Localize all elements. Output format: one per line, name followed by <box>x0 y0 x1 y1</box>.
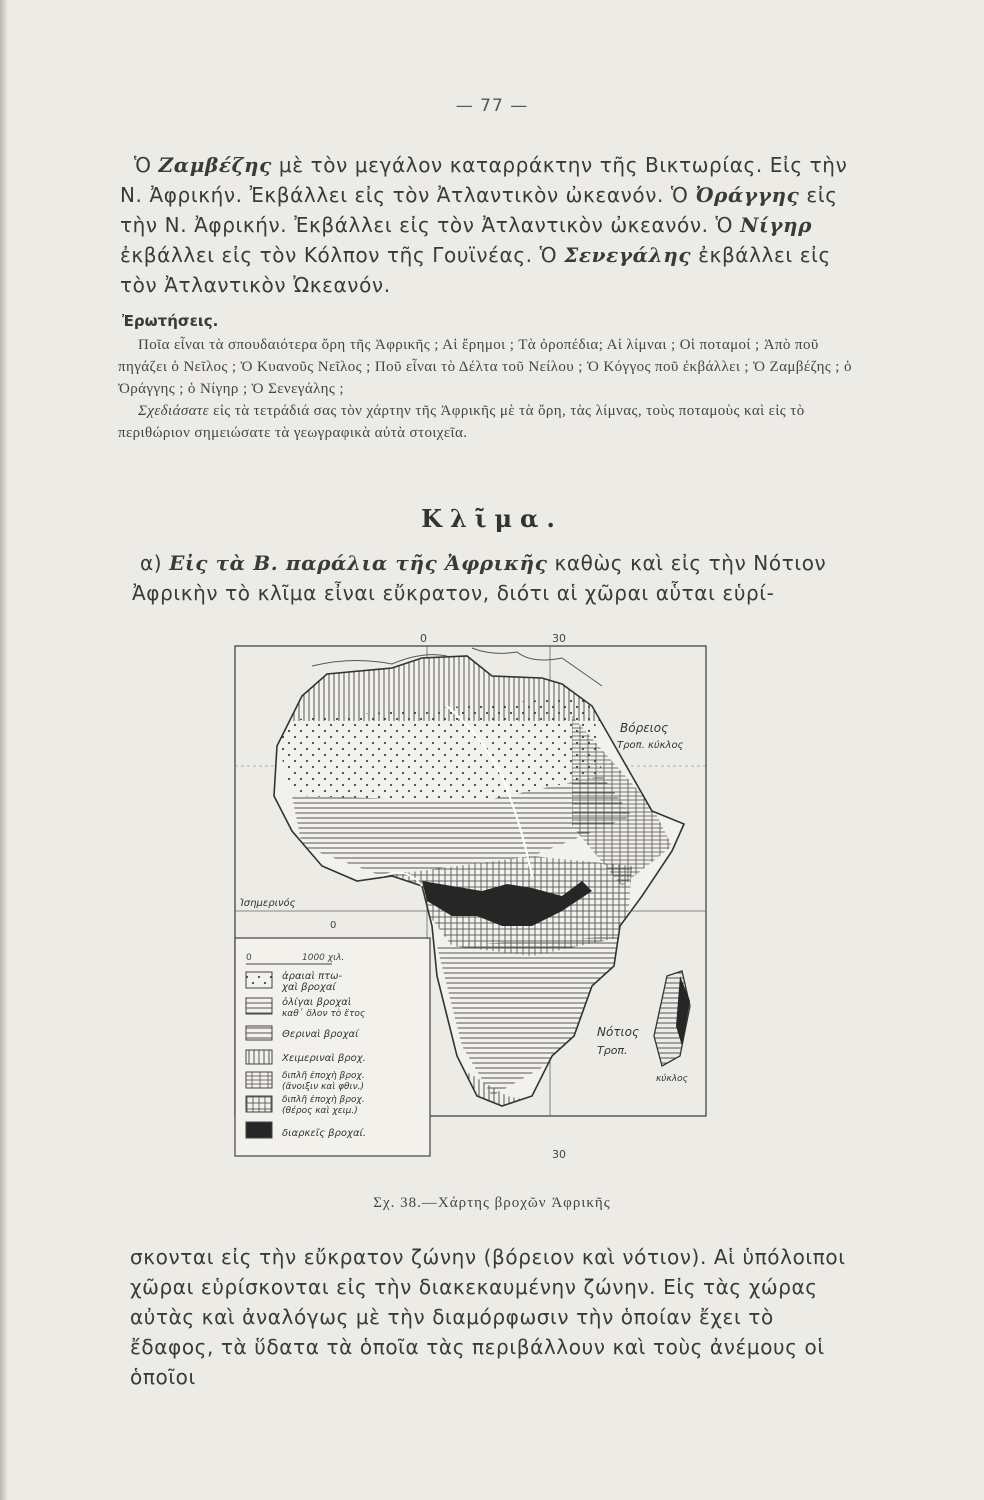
africa-rainfall-map <box>232 626 712 1164</box>
legend-label: καθ᾿ ὅλον τὸ ἔτος <box>282 1009 366 1019</box>
legend-label: Θεριναὶ βροχαί <box>282 1029 359 1040</box>
list-marker: α) <box>140 551 170 575</box>
questions-heading: Ἐρωτήσεις. <box>122 312 219 330</box>
paragraph-rivers <box>120 150 860 300</box>
legend-swatch-sparse <box>246 972 272 988</box>
legend-label: διπλῆ ἐποχὴ βροχ. <box>282 1071 365 1081</box>
legend-swatch-few <box>246 998 272 1014</box>
text-run: ἐκβάλλει εἰς τὸν Ἀτλαντικὸν Ὠκεανόν. <box>120 243 831 297</box>
emphasis-north-coast: Εἰς τὰ Β. παράλια τῆς Ἀφρικῆς <box>169 551 548 575</box>
question-2 <box>118 400 856 444</box>
grid-label-top-30: 30 <box>552 632 566 645</box>
river-senegal: Σενεγάλης <box>564 243 692 267</box>
legend-label: (θέρος καὶ χειμ.) <box>282 1106 358 1116</box>
label-south-tropic-2: Τροπ. <box>597 1044 628 1057</box>
river-zambezi: Ζαμβέζης <box>158 153 272 177</box>
legend-label: Χειμεριναὶ βροχ. <box>282 1053 366 1064</box>
text-run: μὲ τὸν μεγάλον καταρράκτην τῆς Βικτωρίας. Εἰς τὴν Ν. Ἀφρικήν. Ἐκβάλλει εἰς τὸν Ἀτλαντικὸν ὠκεανόν. Ὁ <box>120 153 848 207</box>
question-2-rest: εἰς τὰ τετράδιά σας τὸν χάρτην τῆς Ἀφρικῆς μὲ τὰ ὄρη, τὰς λίμνας, τοὺς ποταμοὺς καὶ εἰς τὸ περιθώριον σημειώσατε τὰ γεωγραφικὰ αὐτὰ στοιχεῖα. <box>118 403 805 441</box>
legend-swatch-double-spring <box>246 1072 272 1088</box>
grid-label-top-0: 0 <box>420 632 427 645</box>
map-legend <box>235 938 430 1156</box>
text-run: εἰς τὴν Ν. Ἀφρικήν. Ἐκβάλλει εἰς τὸν Ἀτλαντικὸν ὠκεανόν. Ὁ <box>120 183 838 237</box>
river-orange: Ὀράγγης <box>695 183 800 207</box>
legend-label: χαὶ βροχαί <box>282 982 336 993</box>
label-north-tropic-1: Βόρειος <box>620 721 669 735</box>
text-run: Ὁ <box>134 153 159 177</box>
scale-zero: 0 <box>246 953 252 963</box>
legend-swatch-summer <box>246 1026 272 1040</box>
page-number: — 77 — <box>455 96 529 116</box>
label-south-tropic-1: Νότιος <box>597 1025 639 1039</box>
label-equator: Ἰσημερινός <box>240 898 296 909</box>
legend-swatch-winter <box>246 1050 272 1064</box>
paragraph-climate-continued: σκονται εἰς τὴν εὔκρατον ζώνην (βόρειον καὶ νότιον). Αἱ ὑπόλοιποι χῶραι εὑρίσκονται εἰς τὴν διακεκαυμένην ζώνην. Εἰς τὰς χώρας αὐτὰς καὶ ἀναλόγως μὲ τὴν διαμόρφωσιν τὴν ὁποίαν ἔχει τὸ ἔδαφος, τὰ ὕδατα τὰ ὁποῖα τὰς περιβάλλουν καὶ τοὺς ἀνέμους οἱ ὁποῖοι <box>130 1245 846 1389</box>
section-title-climate: Κλῖμα. <box>421 504 563 533</box>
legend-label: διπλῆ ἐποχὴ βροχ. <box>282 1095 365 1105</box>
figure-caption: Σχ. 38.—Χάρτης βροχῶν Ἀφρικῆς <box>373 1195 611 1211</box>
page-edge-shadow <box>0 0 8 1500</box>
legend-label: διαρκεῖς βροχαί. <box>282 1128 367 1139</box>
legend-swatch-constant <box>246 1122 272 1138</box>
label-south-tropic-3: κύκλος <box>656 1074 688 1084</box>
grid-label-bottom-30: 30 <box>552 1148 566 1161</box>
legend-label: (ἄνοιξιν καὶ φθιν.) <box>282 1082 365 1092</box>
questions-body <box>118 334 856 444</box>
legend-label: ὀλίγαι βροχαὶ <box>282 997 352 1008</box>
question-1: Ποῖα εἶναι τὰ σπουδαιότερα ὄρη τῆς Ἀφρικῆς ; Αἱ ἔρημοι ; Τὰ ὀροπέδια; Αἱ λίμναι ; Οἱ ποταμοί ; Ἀπὸ ποῦ πηγάζει ὁ Νεῖλος ; Ὁ Κυανοῦς Νεῖλος ; Ποῦ εἶναι τὸ Δέλτα τοῦ Νείλου ; Ὁ Κόγγος ποῦ ἐκβάλλει ; Ὁ Ζαμβέζης ; ὁ Ὀράγγης ; ὁ Νίγηρ ; Ὁ Σενεγάλης ; <box>118 337 852 397</box>
legend-label: ἀραιαὶ πτω- <box>282 971 343 982</box>
legend-swatch-double-summer <box>246 1096 272 1112</box>
text-run: καθὼς καὶ εἰς τὴν Νότιον Ἀφρικὴν τὸ κλῖμα εἶναι εὔκρατον, διότι αἱ χῶραι αὗται εὑρί- <box>132 551 827 605</box>
question-2-verb: Σχεδιάσατε <box>138 403 209 419</box>
grid-label-left-0: 0 <box>330 920 337 931</box>
scale-1000: 1000 χιλ. <box>302 953 345 963</box>
text-run: ἐκβάλλει εἰς τὸν Κόλπον τῆς Γουϊνέας. Ὁ <box>120 243 565 267</box>
label-north-tropic-2: Τροπ. κύκλος <box>617 740 684 751</box>
paragraph-climate <box>132 548 860 608</box>
river-niger: Νίγηρ <box>740 213 813 237</box>
